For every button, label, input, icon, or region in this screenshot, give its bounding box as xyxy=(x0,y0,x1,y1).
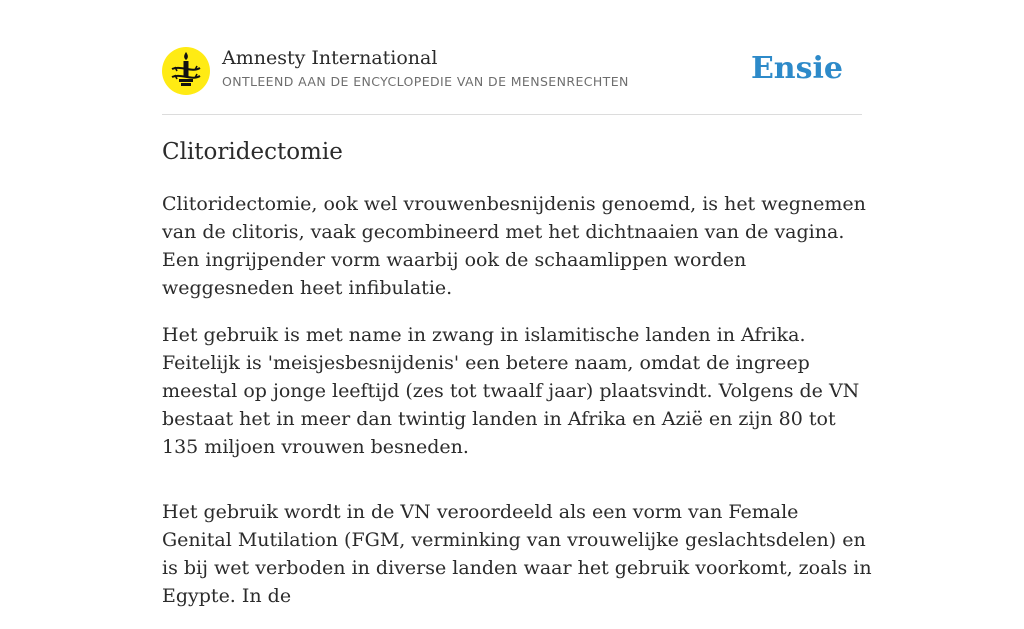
amnesty-candle-icon[interactable] xyxy=(162,47,210,95)
paragraph: Het gebruik is met name in zwang in islamitische landen in Afrika. Feitelijk is 'meisjesbesnijdenis' een betere naam, omdat de ingreep meestal op jonge leeftijd (zes tot twaalf jaar) plaatsvindt. Volgens de VN bestaat het in meer dan twintig landen in Afrika en Azië en zijn 80 tot 135 miljoen vrouwen besneden. xyxy=(162,324,860,458)
org-subtitle: ONTLEEND AAN DE ENCYCLOPEDIE VAN DE MENSENRECHTEN xyxy=(222,74,629,89)
article-body xyxy=(162,190,872,629)
org-name[interactable]: Amnesty International xyxy=(222,47,438,69)
paragraph: Clitoridectomie, ook wel vrouwenbesnijdenis genoemd, is het wegnemen van de clitoris, vaak gecombineerd met het dichtnaaien van de vagina. Een ingrijpender vorm waarbij ook de schaamlippen worden weggesneden heet infibulatie. xyxy=(162,193,866,299)
brand-logo[interactable]: Ensie xyxy=(750,51,843,86)
article-title: Clitoridectomie xyxy=(162,139,343,165)
paragraph: Het gebruik wordt in de VN veroordeeld als een vorm van Female Genital Mutilation (FGM, verminking van vrouwelijke geslachtsdelen) en is bij wet verboden in diverse landen waar het gebruik voorkomt, zoals in Egypte. In de xyxy=(162,501,872,607)
header xyxy=(162,46,862,115)
